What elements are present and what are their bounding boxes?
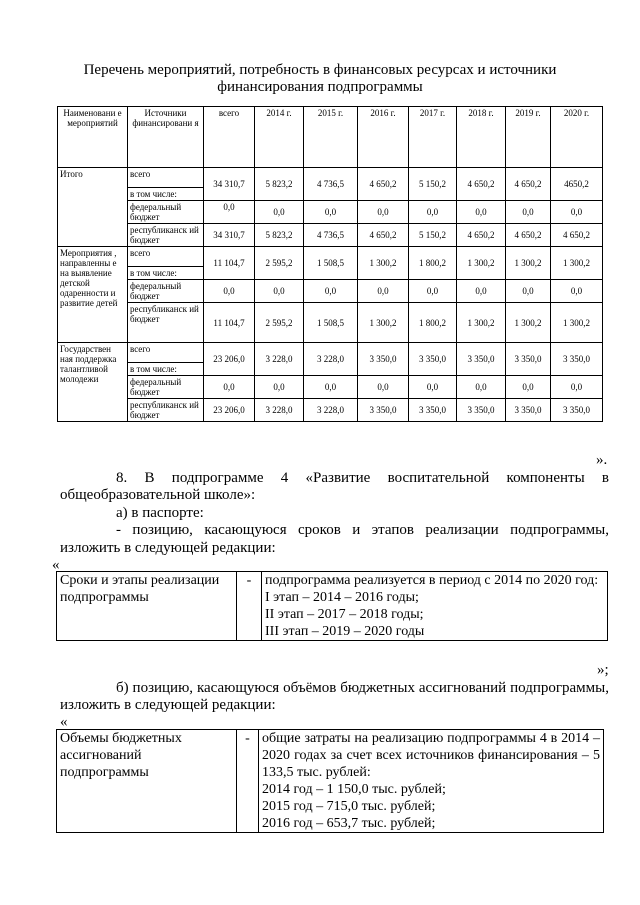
value-cell: 0,0 [506,201,551,224]
value-cell: 4 650,2 [506,168,551,201]
header-cell: 2020 г. [551,107,603,168]
value-cell: 3 350,0 [551,399,603,422]
value-cell: 0,0 [255,201,304,224]
row-content [259,730,604,833]
content-line: подпрограмма реализуется в период с 2014 по 2020 год: [265,573,599,588]
header-cell: 2017 г. [409,107,457,168]
content-line: 2016 год – 653,7 тыс. рублей; [262,816,436,831]
source-cell: федеральный бюджет [128,280,204,303]
paragraph-position-line1: - позицию, касающуюся сроков и этапов реализации подпрограммы, [116,522,609,538]
value-cell: 3 228,0 [255,399,304,422]
content-line: 2015 год – 715,0 тыс. рублей; [262,799,436,814]
paragraph-8-line1: 8. В подпрограмме 4 «Развитие воспитательной компоненты в [116,470,609,486]
value-cell: 0,0 [457,280,506,303]
table-row [58,376,603,399]
table-row [57,572,608,641]
value-cell: 1 300,2 [358,303,409,343]
value-cell: 0,0 [358,280,409,303]
value-cell: 5 150,2 [409,168,457,201]
header-cell: всего [204,107,255,168]
paragraph-b-line1: б) позицию, касающуюся объёмов бюджетных ассигнований подпрограммы, [116,680,609,696]
content-line: общие затраты на реализацию подпрограммы 4 в 2014 – 2020 годах за счет всех источников финансирования – 5 133,5 тыс. рублей: [262,731,600,780]
value-cell: 3 228,0 [255,343,304,376]
value-cell: 3 350,0 [457,343,506,376]
source-cell: в том числе: [128,267,204,280]
table-row [58,201,603,224]
value-cell: 3 228,0 [304,343,358,376]
value-cell: 11 104,7 [204,247,255,280]
source-cell: республиканск ий бюджет [128,399,204,422]
row-dash: - [237,730,259,833]
table-row [58,399,603,422]
source-cell: республиканск ий бюджет [128,303,204,343]
paragraph-a: а) в паспорте: [116,505,204,521]
header-cell: 2014 г. [255,107,304,168]
value-cell: 0,0 [304,201,358,224]
value-cell: 4 650,2 [551,224,603,247]
value-cell: 34 310,7 [204,224,255,247]
closing-quote: »; [597,662,609,678]
value-cell: 3 350,0 [409,399,457,422]
table-row [57,730,604,833]
value-cell: 3 350,0 [506,343,551,376]
value-cell: 5 823,2 [255,224,304,247]
value-cell: 4 736,5 [304,168,358,201]
opening-quote: « [52,557,60,573]
header-cell: Наименовани е мероприятий [58,107,128,168]
value-cell: 0,0 [457,376,506,399]
value-cell: 0,0 [358,201,409,224]
source-cell: республиканск ий бюджет [128,224,204,247]
value-cell: 3 350,0 [409,343,457,376]
passport-period-table [56,571,608,641]
value-cell: 2 595,2 [255,247,304,280]
value-cell: 3 228,0 [304,399,358,422]
source-cell: федеральный бюджет [128,201,204,224]
value-cell: 0,0 [304,280,358,303]
source-cell: всего [128,247,204,267]
table-row [58,280,603,303]
table-row [58,343,603,363]
header-cell: 2015 г. [304,107,358,168]
value-cell: 0,0 [551,201,603,224]
value-cell: 2 595,2 [255,303,304,343]
value-cell: 0,0 [409,376,457,399]
value-cell: 1 300,2 [551,247,603,280]
source-cell: всего [128,168,204,188]
value-cell: 5 823,2 [255,168,304,201]
table-header-row [58,107,603,168]
row-label: Сроки и этапы реализации подпрограммы [57,572,237,641]
value-cell: 0,0 [255,280,304,303]
value-cell: 23 206,0 [204,399,255,422]
source-cell: в том числе: [128,363,204,376]
value-cell: 0,0 [304,376,358,399]
value-cell: 1 300,2 [457,247,506,280]
value-cell: 4650,2 [551,168,603,201]
budget-allocations-table [56,729,604,833]
value-cell: 34 310,7 [204,168,255,201]
value-cell: 4 650,2 [358,168,409,201]
content-line: II этап – 2017 – 2018 годы; [265,607,424,622]
content-line: I этап – 2014 – 2016 годы; [265,590,419,605]
value-cell: 0,0 [204,280,255,303]
value-cell: 3 350,0 [551,343,603,376]
value-cell: 0,0 [457,201,506,224]
value-cell: 1 508,5 [304,247,358,280]
activity-name: Государствен ная поддержка талантливой молодежи [58,343,128,422]
table-row [58,224,603,247]
value-cell: 4 650,2 [358,224,409,247]
content-line: 2014 год – 1 150,0 тыс. рублей; [262,782,446,797]
value-cell: 5 150,2 [409,224,457,247]
value-cell: 0,0 [204,376,255,399]
value-cell: 4 650,2 [506,224,551,247]
value-cell: 0,0 [506,280,551,303]
page-title: Перечень мероприятий, потребность в финансовых ресурсах и источники финансирования подпрограммы [83,62,557,95]
value-cell: 3 350,0 [358,343,409,376]
value-cell: 1 300,2 [457,303,506,343]
activity-name: Итого [58,168,128,247]
row-dash: - [237,572,262,641]
value-cell: 0,0 [204,201,255,224]
header-cell: Источники финансировани я [128,107,204,168]
value-cell: 1 800,2 [409,247,457,280]
value-cell: 0,0 [551,376,603,399]
table-row [58,168,603,188]
opening-quote: « [60,714,68,730]
table-row [58,303,603,343]
value-cell: 0,0 [255,376,304,399]
activity-name: Мероприятия , направленны е на выявление детской одаренности и развитие детей [58,247,128,343]
content-line: III этап – 2019 – 2020 годы [265,624,425,639]
table-row [58,247,603,267]
value-cell: 23 206,0 [204,343,255,376]
paragraph-8-line2: общеобразовательной школе»: [60,487,256,503]
source-cell: федеральный бюджет [128,376,204,399]
value-cell: 4 736,5 [304,224,358,247]
header-cell: 2018 г. [457,107,506,168]
source-cell: всего [128,343,204,363]
closing-quote: ». [596,452,608,468]
paragraph-b-line2: изложить в следующей редакции: [60,697,276,713]
header-cell: 2019 г. [506,107,551,168]
value-cell: 3 350,0 [457,399,506,422]
value-cell: 1 300,2 [551,303,603,343]
financing-table [57,106,603,422]
value-cell: 1 300,2 [506,247,551,280]
value-cell: 1 300,2 [506,303,551,343]
header-cell: 2016 г. [358,107,409,168]
value-cell: 0,0 [409,280,457,303]
value-cell: 3 350,0 [506,399,551,422]
value-cell: 1 508,5 [304,303,358,343]
value-cell: 1 800,2 [409,303,457,343]
value-cell: 0,0 [506,376,551,399]
value-cell: 0,0 [358,376,409,399]
value-cell: 3 350,0 [358,399,409,422]
value-cell: 0,0 [409,201,457,224]
value-cell: 11 104,7 [204,303,255,343]
value-cell: 4 650,2 [457,168,506,201]
value-cell: 1 300,2 [358,247,409,280]
row-label: Объемы бюджетных ассигнований подпрограммы [57,730,237,833]
value-cell: 0,0 [551,280,603,303]
row-content [262,572,608,641]
paragraph-position-line2: изложить в следующей редакции: [60,540,276,556]
source-cell: в том числе: [128,188,204,201]
value-cell: 4 650,2 [457,224,506,247]
